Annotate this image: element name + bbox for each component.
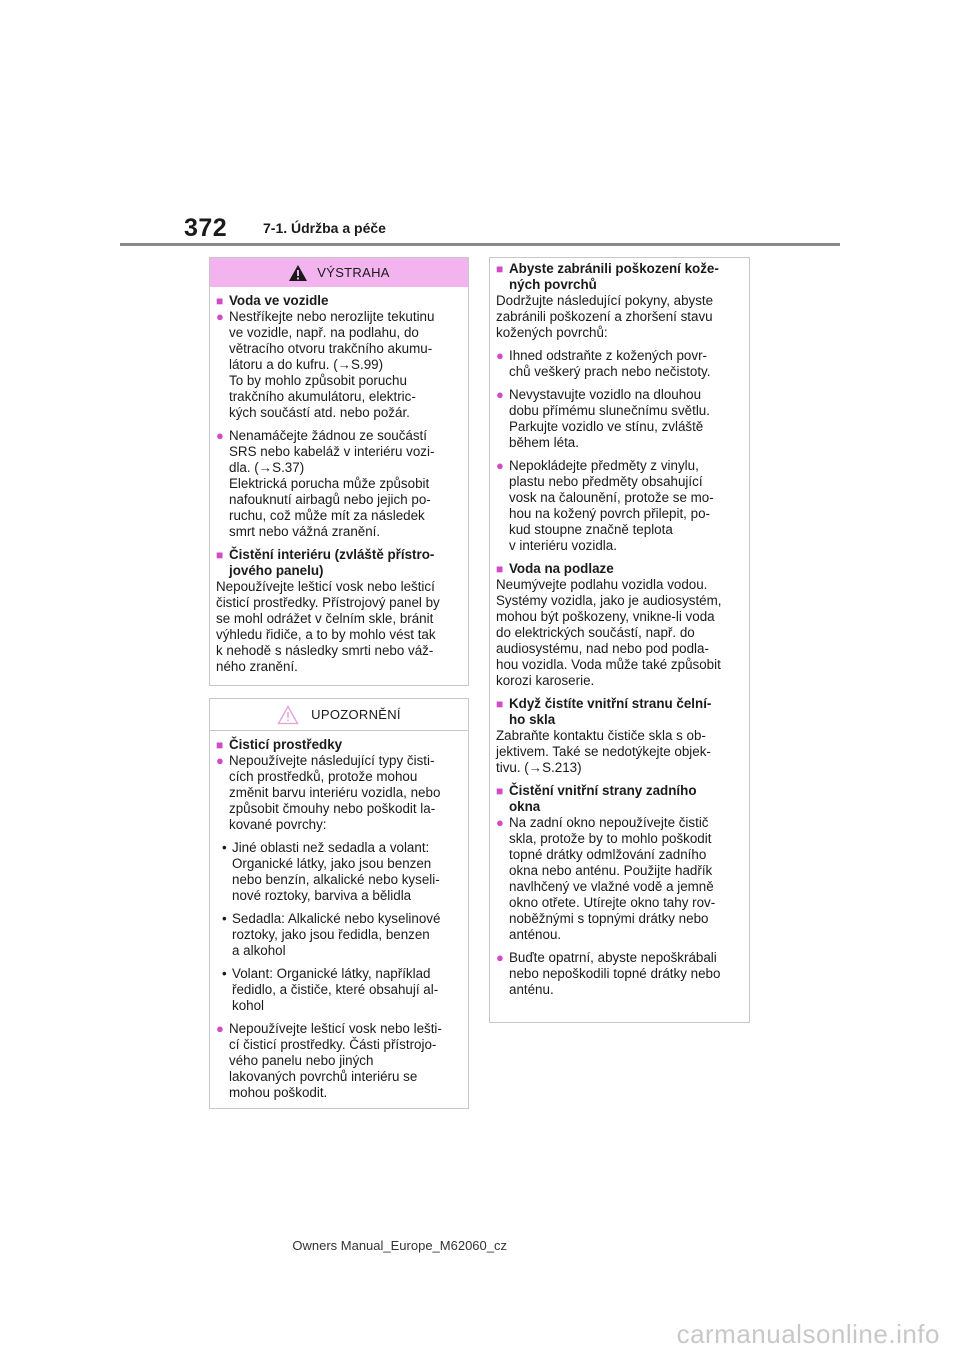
circle-item — [216, 309, 462, 421]
section-heading-text: Čisticí prostředky — [229, 737, 343, 752]
circle-item-text: Nepoužívejte následující typy čisti- cích prostředků, protože mohou změnit barvu interiéru vozidla, nebo způsobit čmouhy nebo poškodit la- kované povrchy: — [229, 753, 441, 832]
dot-bullet-icon: • — [222, 966, 227, 981]
square-bullet-icon: ■ — [496, 562, 504, 576]
circle-bullet-icon: ● — [496, 815, 504, 830]
section-heading — [216, 547, 462, 579]
notice-body — [210, 731, 468, 1101]
list-item — [216, 840, 462, 904]
circle-item-text: Ihned odstraňte z kožených povr- chů veškerý prach nebo nečistoty. — [509, 348, 711, 379]
circle-bullet-icon: ● — [216, 309, 224, 324]
list-item-text: Volant: Organické látky, například ředidlo, a čističe, které obsahují al- kohol — [232, 966, 439, 1013]
notice-box — [209, 698, 469, 1109]
section-title: 7-1. Údržba a péče — [263, 220, 386, 236]
care-box — [489, 257, 750, 1023]
section-heading-text: Když čistíte vnitřní stranu čelní- ho skla — [509, 696, 712, 727]
circle-item — [496, 458, 743, 554]
page-number: 372 — [184, 214, 228, 242]
section-heading-text: Abyste zabránili poškození kože- ných povrchů — [509, 261, 719, 292]
circle-item-text: Nepoužívejte lešticí vosk nebo lešti- cí čisticí prostředky. Části přístrojo- vého panelu nebo jiných lakovaných povrchů interiéru se mohou poškodit. — [229, 1021, 442, 1100]
warning-box — [209, 257, 469, 686]
caution-triangle-icon — [277, 705, 299, 725]
square-bullet-icon: ■ — [216, 738, 224, 752]
section-paragraph: Zabraňte kontaktu čističe skla s ob- jektivem. Také se nedotýkejte objek- tivu. (→S.213) — [496, 728, 711, 775]
circle-item — [216, 428, 462, 540]
circle-bullet-icon: ● — [496, 348, 504, 363]
list-item — [216, 966, 462, 1014]
list-item-text: Sedadla: Alkalické nebo kyselinové roztoky, jako jsou ředidla, benzen a alkohol — [232, 911, 441, 958]
warning-header — [210, 258, 468, 287]
section-heading-text: Voda ve vozidle — [229, 293, 329, 308]
circle-item — [216, 1021, 462, 1101]
circle-bullet-icon: ● — [496, 950, 504, 965]
circle-item — [496, 387, 743, 451]
warning-heading: VÝSTRAHA — [317, 265, 390, 280]
warning-triangle-icon — [288, 264, 308, 282]
section-heading — [496, 696, 743, 728]
header-rule — [120, 243, 840, 246]
list-item — [216, 911, 462, 959]
section-paragraph: Nepoužívejte lešticí vosk nebo lešticí čisticí prostředky. Přístrojový panel by se mohl odrážet v čelním skle, bránit výhledu řidiče, a to by mohlo vést tak k nehodě s následky smrti nebo váž- ného zranění. — [216, 579, 440, 674]
list-item-text: Jiné oblasti než sedadla a volant: Organické látky, jako jsou benzen nebo benzín, alkalické nebo kyseli- nové roztoky, barviva a bělidla — [232, 840, 440, 903]
warning-body — [210, 287, 468, 675]
section-heading — [496, 561, 743, 577]
section-heading-text: Čistění interiéru (zvláště přístro- jového panelu) — [229, 547, 435, 578]
footer-text: Owners Manual_Europe_M62060_cz — [292, 1238, 507, 1253]
circle-item — [216, 753, 462, 833]
care-body — [496, 261, 743, 998]
notice-header — [210, 699, 468, 731]
circle-bullet-icon: ● — [496, 387, 504, 402]
circle-bullet-icon: ● — [216, 1021, 224, 1036]
dot-bullet-icon: • — [222, 911, 227, 926]
section-paragraph: Neumývejte podlahu vozidla vodou. Systémy vozidla, jako je audiosystém, mohou být poškozeny, vnikne-li voda do elektrických součástí, např. do audiosystému, nad nebo pod podla- hou vozidla. Voda může také způsobit korozi karoserie. — [496, 577, 722, 688]
circle-item-text: Nenamáčejte žádnou ze součástí SRS nebo kabeláž v interiéru vozi- dla. (→S.37) Elektrická porucha může způsobit nafouknutí airbagů nebo jejich po- ruchu, což může mít za následek smrt nebo vážná zranění. — [229, 428, 435, 539]
section-heading-text: Čistění vnitřní strany zadního okna — [509, 783, 697, 814]
circle-bullet-icon: ● — [496, 458, 504, 473]
section-heading — [216, 293, 462, 309]
square-bullet-icon: ■ — [216, 548, 224, 562]
section-heading — [216, 737, 462, 753]
section-heading — [496, 783, 743, 815]
footer — [0, 1238, 507, 1253]
circle-item — [496, 950, 743, 998]
section-heading-text: Voda na podlaze — [509, 561, 614, 576]
square-bullet-icon: ■ — [496, 697, 504, 711]
circle-item-text: Nevystavujte vozidlo na dlouhou dobu přímému slunečnímu světlu. Parkujte vozidlo ve stínu, zvláště během léta. — [509, 387, 710, 450]
circle-item-text: Nestříkejte nebo nerozlijte tekutinu ve vozidle, např. na podlahu, do větracího otvoru trakčního akumu- látoru a do kufru. (→S.99) To by mohlo způsobit poruchu trakčního akumulátoru, elektric- kých součástí atd. nebo požár. — [229, 309, 435, 420]
circle-bullet-icon: ● — [216, 428, 224, 443]
section-paragraph: Dodržujte následující pokyny, abyste zabránili poškození a zhoršení stavu kožených povrchů: — [496, 293, 714, 340]
square-bullet-icon: ■ — [216, 294, 224, 308]
circle-bullet-icon: ● — [216, 753, 224, 768]
square-bullet-icon: ■ — [496, 784, 504, 798]
circle-item-text: Buďte opatrní, abyste nepoškrábali nebo nepoškodili topné drátky nebo anténu. — [509, 950, 721, 997]
watermark: carmanualsonline.info — [676, 1319, 940, 1349]
notice-heading: UPOZORNĚNÍ — [311, 707, 401, 722]
circle-item — [496, 815, 743, 943]
circle-item-text: Na zadní okno nepoužívejte čistič skla, protože by to mohlo poškodit topné drátky odmlžování zadního okna nebo anténu. Použijte hadřík navlhčený ve vlažné vodě a jemně okno otřete. Utírejte okno tahy rov- noběžnými s topnými drátky nebo anténou. — [509, 815, 716, 942]
circle-item — [496, 348, 743, 380]
dot-bullet-icon: • — [222, 840, 227, 855]
circle-item-text: Nepokládejte předměty z vinylu, plastu nebo předměty obsahující vosk na čalounění, protože se mo- hou na kožený povrch přilepit, po- kud stoupne značně teplota v interiéru vozidla. — [509, 458, 714, 553]
section-heading — [496, 261, 743, 293]
square-bullet-icon: ■ — [496, 262, 504, 276]
